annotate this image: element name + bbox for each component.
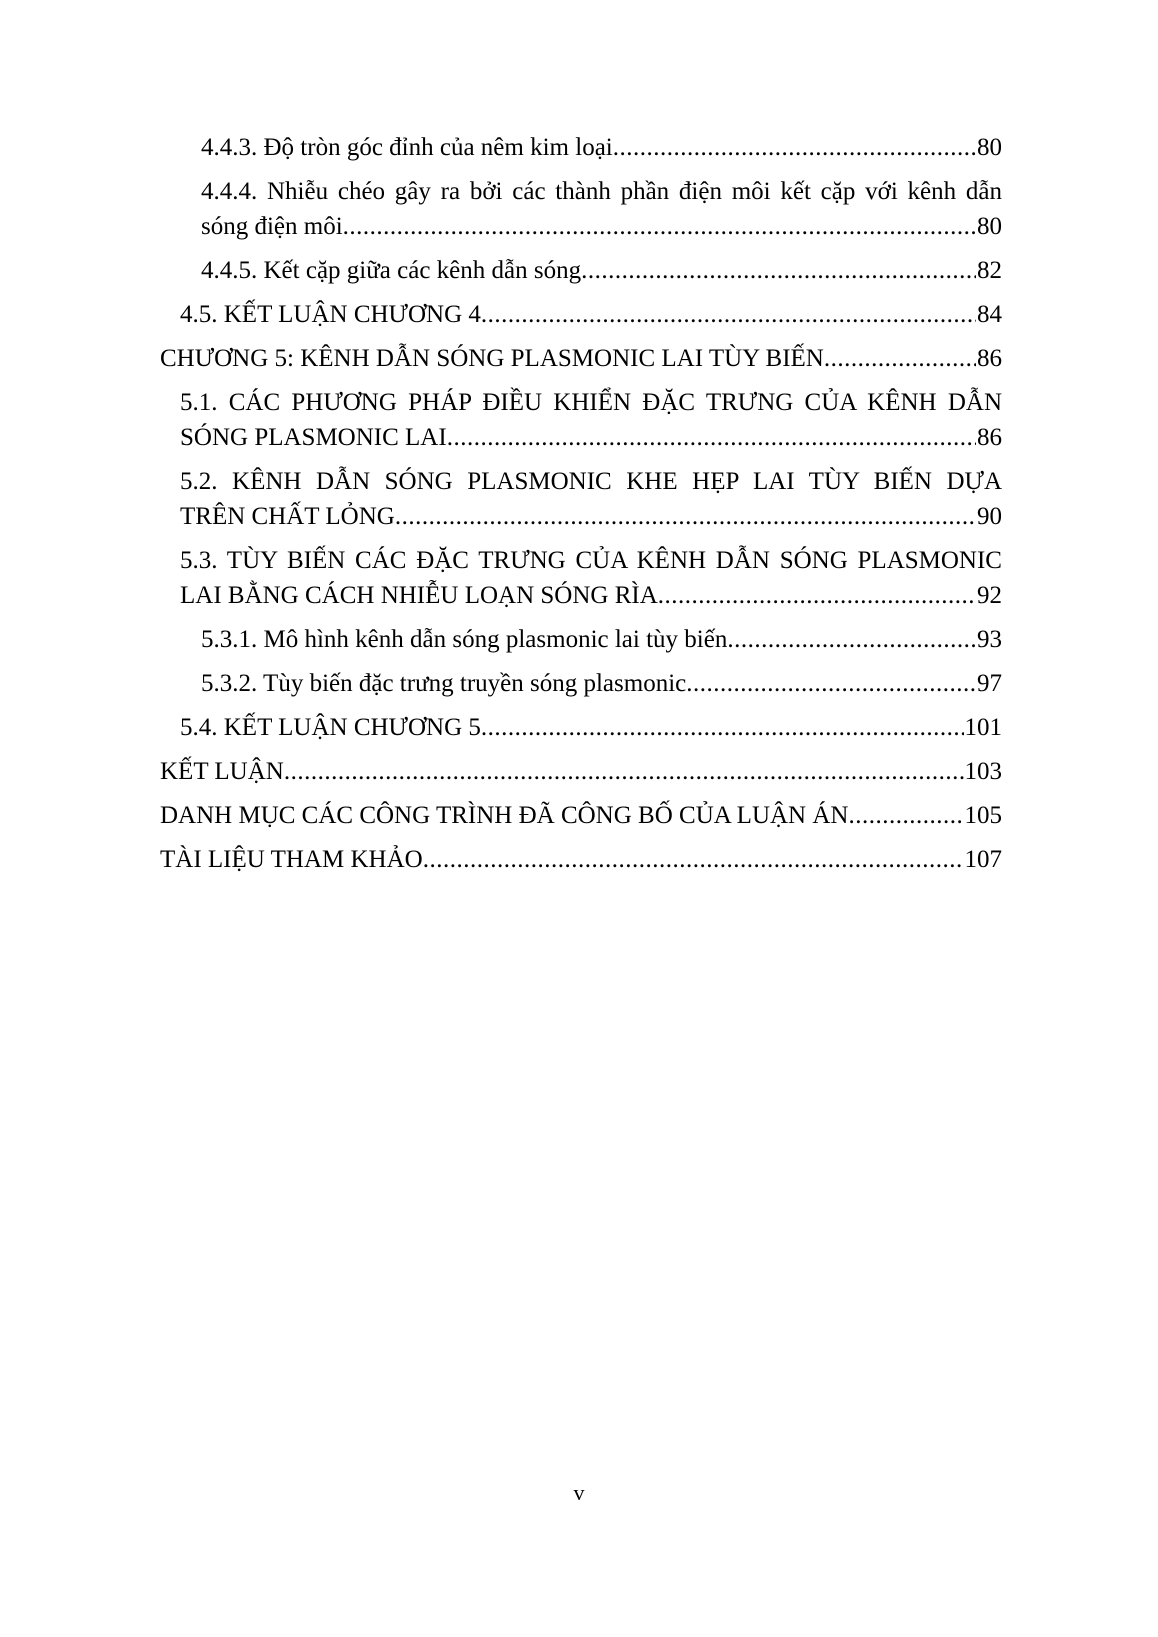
toc-entry-title: KẾT LUẬN xyxy=(160,758,284,785)
toc-line xyxy=(160,842,1002,877)
toc-entry-5-3-2[interactable] xyxy=(160,666,1002,701)
toc-entry-title: sóng điện môi xyxy=(201,213,343,240)
toc-line xyxy=(180,578,1002,613)
toc-line xyxy=(160,341,1002,376)
toc-entry-publications[interactable] xyxy=(160,798,1002,833)
toc-entry-5-3[interactable] xyxy=(160,543,1002,613)
toc-entry-title-line-1: 4.4.4. Nhiễu chéo gây ra bởi các thành phần điện môi kết cặp với kênh dẫn xyxy=(201,178,1002,205)
toc-line xyxy=(201,666,1002,701)
toc-entry-page: 84 xyxy=(977,301,1002,328)
dot-leader xyxy=(284,754,964,789)
toc-entry-title: 4.4.3. Độ tròn góc đỉnh của nêm kim loại xyxy=(201,134,613,161)
toc-entry-title: 5.3.2. Tùy biến đặc trưng truyền sóng plasmonic xyxy=(201,670,687,697)
toc-line xyxy=(201,130,1002,165)
toc-entry-page: 101 xyxy=(964,714,1002,741)
toc-line xyxy=(201,253,1002,288)
toc-entry-title: CHƯƠNG 5: KÊNH DẪN SÓNG PLASMONIC LAI TÙY BIẾN xyxy=(160,345,824,372)
toc-entry-page: 103 xyxy=(964,758,1002,785)
toc-line xyxy=(201,622,1002,657)
toc-entry-page: 86 xyxy=(977,424,1002,451)
toc-entry-title: 5.4. KẾT LUẬN CHƯƠNG 5 xyxy=(180,714,481,741)
toc-entry-page: 80 xyxy=(977,213,1002,240)
toc-entry-page: 105 xyxy=(964,802,1002,829)
dot-leader xyxy=(423,842,964,877)
toc-entry-4-4-4[interactable] xyxy=(160,174,1002,244)
toc-line xyxy=(180,710,1002,745)
toc-entry-title: SÓNG PLASMONIC LAI xyxy=(180,424,447,451)
toc-line xyxy=(180,297,1002,332)
toc-entry-5-2[interactable] xyxy=(160,464,1002,534)
toc-entry-page: 82 xyxy=(977,257,1002,284)
toc-entry-5-1[interactable] xyxy=(160,385,1002,455)
toc-entry-title: 4.4.5. Kết cặp giữa các kênh dẫn sóng xyxy=(201,257,582,284)
toc-line xyxy=(180,499,1002,534)
toc-entry-references[interactable] xyxy=(160,842,1002,877)
toc-entry-4-5[interactable] xyxy=(160,297,1002,332)
page-number: v xyxy=(573,1480,585,1505)
toc-entry-title: TÀI LIỆU THAM KHẢO xyxy=(160,846,423,873)
dot-leader xyxy=(395,499,976,534)
toc-entry-title: 4.5. KẾT LUẬN CHƯƠNG 4 xyxy=(180,301,481,328)
toc-entry-page: 90 xyxy=(977,503,1002,530)
toc-line xyxy=(160,798,1002,833)
toc-entry-title-line-1: 5.1. CÁC PHƯƠNG PHÁP ĐIỀU KHIỂN ĐẶC TRƯNG CỦA KÊNH DẪN xyxy=(180,389,1002,416)
dot-leader xyxy=(447,420,976,455)
toc-entry-title: TRÊN CHẤT LỎNG xyxy=(180,503,395,530)
toc-entry-title: 5.3.1. Mô hình kênh dẫn sóng plasmonic lai tùy biến xyxy=(201,626,728,653)
toc-entry-page: 93 xyxy=(977,626,1002,653)
toc-entry-4-4-3[interactable] xyxy=(160,130,1002,165)
toc-entry-page: 86 xyxy=(977,345,1002,372)
dot-leader xyxy=(658,578,976,613)
dot-leader xyxy=(481,297,976,332)
toc-entry-4-4-5[interactable] xyxy=(160,253,1002,288)
dot-leader xyxy=(613,130,976,165)
toc-entry-5-4[interactable] xyxy=(160,710,1002,745)
dot-leader xyxy=(686,666,976,701)
toc-line xyxy=(160,754,1002,789)
toc-entry-page: 92 xyxy=(977,582,1002,609)
toc-entry-conclusion[interactable] xyxy=(160,754,1002,789)
dot-leader xyxy=(848,798,963,833)
toc-entry-chapter-5[interactable] xyxy=(160,341,1002,376)
toc-entry-title: DANH MỤC CÁC CÔNG TRÌNH ĐÃ CÔNG BỐ CỦA LUẬN ÁN xyxy=(160,802,849,829)
dot-leader xyxy=(343,209,976,244)
table-of-contents xyxy=(160,130,1002,886)
dot-leader xyxy=(727,622,976,657)
toc-line xyxy=(201,209,1002,244)
toc-entry-page: 97 xyxy=(977,670,1002,697)
toc-entry-title-line-1: 5.3. TÙY BIẾN CÁC ĐẶC TRƯNG CỦA KÊNH DẪN SÓNG PLASMONIC xyxy=(180,547,1002,574)
toc-entry-page: 80 xyxy=(977,134,1002,161)
dot-leader xyxy=(581,253,976,288)
toc-entry-title-line-1: 5.2. KÊNH DẪN SÓNG PLASMONIC KHE HẸP LAI TÙY BIẾN DỰA xyxy=(180,468,1002,495)
toc-entry-5-3-1[interactable] xyxy=(160,622,1002,657)
toc-entry-title: LAI BẰNG CÁCH NHIỄU LOẠN SÓNG RÌA xyxy=(180,582,658,609)
toc-entry-page: 107 xyxy=(964,846,1002,873)
dot-leader xyxy=(481,710,964,745)
toc-line xyxy=(180,420,1002,455)
dot-leader xyxy=(824,341,976,376)
